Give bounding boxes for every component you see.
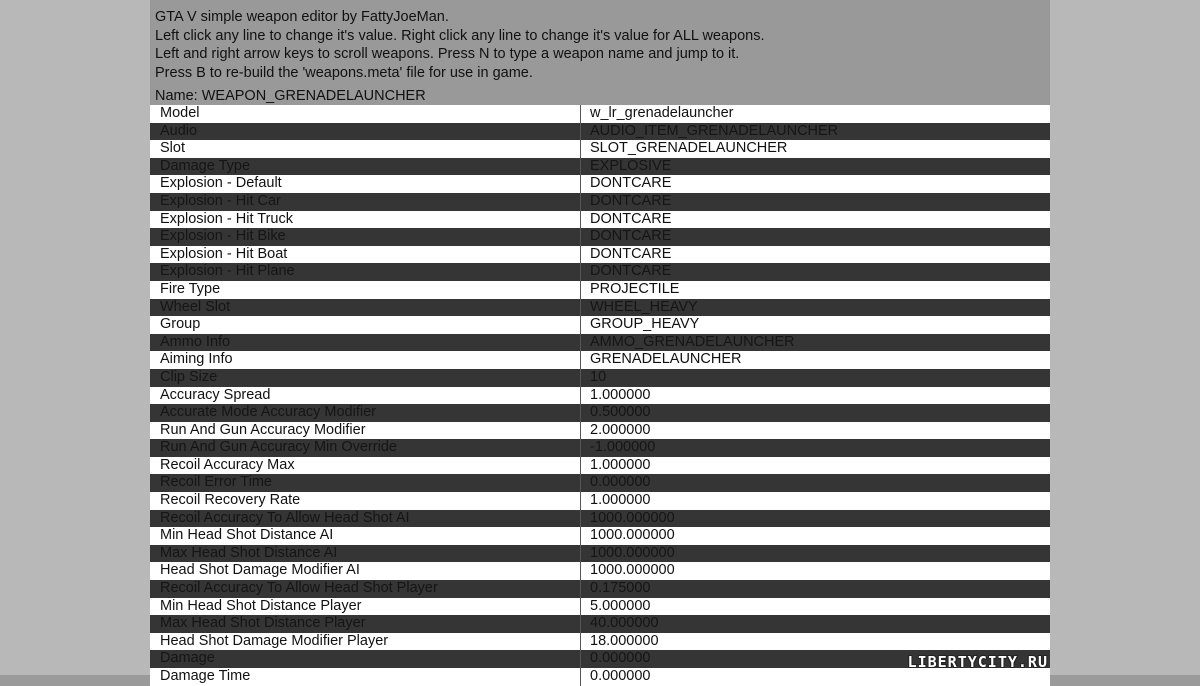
column-divider (580, 193, 581, 211)
property-value[interactable]: AMMO_GRENADELAUNCHER (590, 333, 795, 350)
column-divider (580, 299, 581, 317)
property-label: Recoil Recovery Rate (160, 492, 301, 509)
property-value[interactable]: 0.000000 (590, 650, 651, 667)
property-label: Max Head Shot Distance Player (160, 615, 366, 632)
table-row[interactable] (150, 228, 1050, 246)
property-label: Fire Type (160, 280, 221, 297)
property-label: Slot (160, 140, 185, 157)
property-label: Group (160, 316, 201, 333)
property-label: Model (160, 105, 200, 121)
column-divider (580, 668, 581, 686)
property-value[interactable]: 1000.000000 (590, 527, 675, 544)
property-label: Audio (160, 122, 198, 139)
property-label: Aiming Info (160, 351, 233, 368)
property-value[interactable]: EXPLOSIVE (590, 157, 672, 174)
column-divider (580, 422, 581, 440)
property-label: Explosion - Hit Bike (160, 228, 286, 245)
site-watermark: LIBERTYCITY.RU (907, 653, 1048, 671)
property-value[interactable]: SLOT_GRENADELAUNCHER (590, 140, 788, 157)
instructions-block (155, 8, 765, 82)
property-label: Explosion - Default (160, 175, 282, 192)
table-row[interactable] (150, 598, 1050, 616)
table-row[interactable] (150, 580, 1050, 598)
property-value[interactable]: 0.000000 (590, 474, 651, 491)
property-label: Recoil Accuracy Max (160, 456, 295, 473)
instruction-title: GTA V simple weapon editor by FattyJoeMan. (155, 9, 449, 25)
property-value[interactable]: 0.000000 (590, 668, 651, 684)
property-value[interactable]: 2.000000 (590, 421, 651, 438)
table-row[interactable] (150, 457, 1050, 475)
column-divider (580, 510, 581, 528)
property-value[interactable]: PROJECTILE (590, 280, 680, 297)
table-row[interactable] (150, 633, 1050, 651)
column-divider (580, 246, 581, 264)
column-divider (580, 369, 581, 387)
table-row[interactable] (150, 510, 1050, 528)
weapon-name-value: WEAPON_GRENADELAUNCHER (201, 88, 426, 104)
table-row[interactable] (150, 369, 1050, 387)
property-value[interactable]: DONTCARE (590, 228, 672, 245)
column-divider (580, 527, 581, 545)
column-divider (580, 439, 581, 457)
column-divider (580, 351, 581, 369)
column-divider (580, 334, 581, 352)
property-label: Recoil Accuracy To Allow Head Shot AI (160, 509, 410, 526)
property-value[interactable]: 10 (590, 368, 607, 385)
column-divider (580, 316, 581, 334)
property-label: Damage Time (160, 668, 251, 684)
instruction-rebuild: Press B to re-build the 'weapons.meta' file for use in game. (155, 64, 533, 81)
property-label: Damage Type (160, 157, 251, 174)
property-value[interactable]: GROUP_HEAVY (590, 316, 700, 333)
property-value[interactable]: DONTCARE (590, 263, 672, 280)
property-value[interactable]: DONTCARE (590, 175, 672, 192)
table-row[interactable] (150, 545, 1050, 563)
weapon-name-label: Name: (155, 88, 198, 104)
property-label: Max Head Shot Distance AI (160, 544, 338, 561)
table-row[interactable] (150, 140, 1050, 158)
column-divider (580, 123, 581, 141)
table-row[interactable] (150, 281, 1050, 299)
property-label: Explosion - Hit Truck (160, 210, 293, 227)
property-value[interactable]: -1.000000 (590, 439, 656, 456)
table-row[interactable] (150, 439, 1050, 457)
column-divider (580, 457, 581, 475)
property-value[interactable]: WHEEL_HEAVY (590, 298, 698, 315)
property-label: Run And Gun Accuracy Modifier (160, 421, 366, 438)
column-divider (580, 140, 581, 158)
column-divider (580, 211, 581, 229)
weapon-name-line (155, 88, 430, 104)
table-row[interactable] (150, 175, 1050, 193)
property-label: Wheel Slot (160, 298, 231, 315)
property-label: Explosion - Hit Boat (160, 245, 288, 262)
property-value[interactable]: 40.000000 (590, 615, 659, 632)
table-row[interactable] (150, 474, 1050, 492)
property-label: Explosion - Hit Car (160, 192, 281, 209)
property-label: Ammo Info (160, 333, 231, 350)
table-row[interactable] (150, 263, 1050, 281)
property-label: Clip Size (160, 368, 218, 385)
property-value[interactable]: 1.000000 (590, 386, 651, 403)
weapon-properties-table (150, 105, 1050, 686)
property-label: Accurate Mode Accuracy Modifier (160, 404, 376, 421)
column-divider (580, 633, 581, 651)
column-divider (580, 105, 581, 123)
table-row[interactable] (150, 404, 1050, 422)
table-row[interactable] (150, 211, 1050, 229)
column-divider (580, 545, 581, 563)
table-row[interactable] (150, 246, 1050, 264)
property-value[interactable]: 18.000000 (590, 632, 659, 649)
property-label: Explosion - Hit Plane (160, 263, 295, 280)
column-divider (580, 474, 581, 492)
table-row[interactable] (150, 527, 1050, 545)
property-value[interactable]: DONTCARE (590, 210, 672, 227)
property-value[interactable]: 0.500000 (590, 404, 651, 421)
property-value[interactable]: DONTCARE (590, 245, 672, 262)
property-label: Accuracy Spread (160, 386, 271, 403)
table-row[interactable] (150, 193, 1050, 211)
property-value[interactable]: 1000.000000 (590, 509, 675, 526)
left-side-margin (0, 0, 150, 675)
table-row[interactable] (150, 615, 1050, 633)
property-label: Head Shot Damage Modifier Player (160, 632, 389, 649)
column-divider (580, 562, 581, 580)
right-side-margin (1050, 0, 1200, 675)
column-divider (580, 404, 581, 422)
property-label: Recoil Accuracy To Allow Head Shot Player (160, 580, 438, 597)
table-row[interactable] (150, 123, 1050, 141)
property-value[interactable]: w_lr_grenadelauncher (590, 105, 734, 121)
column-divider (580, 158, 581, 176)
instruction-arrows: Left and right arrow keys to scroll weapons. Press N to type a weapon name and jump to it. (155, 46, 740, 62)
property-value[interactable]: DONTCARE (590, 192, 672, 209)
property-value[interactable]: 1.000000 (590, 456, 651, 473)
property-label: Min Head Shot Distance Player (160, 597, 362, 614)
table-row[interactable] (150, 422, 1050, 440)
table-row[interactable] (150, 105, 1050, 123)
property-value[interactable]: 1000.000000 (590, 544, 675, 561)
property-value[interactable]: 1000.000000 (590, 562, 675, 579)
column-divider (580, 615, 581, 633)
property-label: Damage (160, 650, 215, 667)
table-row[interactable] (150, 562, 1050, 580)
property-value[interactable]: GRENADELAUNCHER (590, 351, 742, 368)
table-row[interactable] (150, 334, 1050, 352)
column-divider (580, 281, 581, 299)
property-label: Min Head Shot Distance AI (160, 527, 334, 544)
property-label: Recoil Error Time (160, 474, 272, 491)
column-divider (580, 263, 581, 281)
property-value[interactable]: 0.175000 (590, 580, 651, 597)
weapon-editor-window (150, 0, 1050, 684)
column-divider (580, 228, 581, 246)
column-divider (580, 387, 581, 405)
column-divider (580, 650, 581, 668)
property-value[interactable]: AUDIO_ITEM_GRENADELAUNCHER (590, 122, 839, 139)
table-row[interactable] (150, 492, 1050, 510)
column-divider (580, 598, 581, 616)
table-row[interactable] (150, 158, 1050, 176)
instruction-click: Left click any line to change it's value. Right click any line to change it's value for ALL weapons. (155, 27, 765, 44)
table-row[interactable] (150, 387, 1050, 405)
column-divider (580, 492, 581, 510)
property-label: Run And Gun Accuracy Min Override (160, 439, 397, 456)
property-value[interactable]: 5.000000 (590, 597, 651, 614)
column-divider (580, 175, 581, 193)
column-divider (580, 580, 581, 598)
property-label: Head Shot Damage Modifier AI (160, 562, 360, 579)
table-row[interactable] (150, 316, 1050, 334)
table-row[interactable] (150, 351, 1050, 369)
property-value[interactable]: 1.000000 (590, 492, 651, 509)
table-row[interactable] (150, 299, 1050, 317)
